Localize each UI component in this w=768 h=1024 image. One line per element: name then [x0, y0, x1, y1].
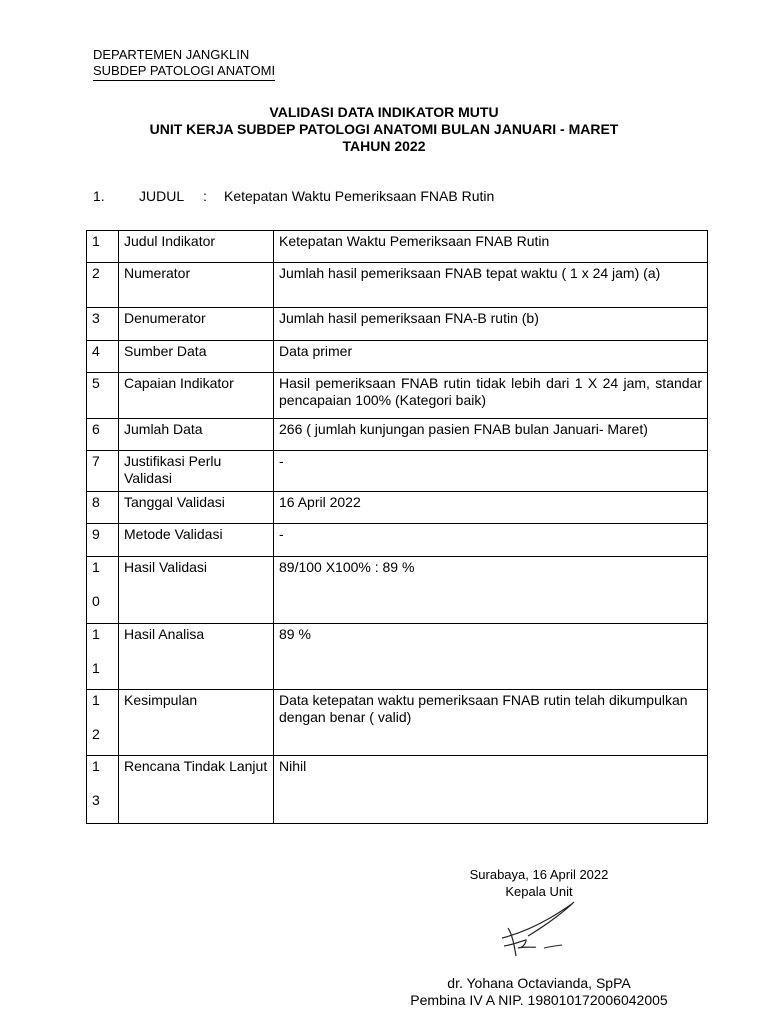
- signature-block: [380, 866, 698, 900]
- row-number-part: 1: [92, 660, 100, 676]
- row-number: 8: [87, 492, 119, 524]
- table-row: [87, 451, 708, 492]
- row-number: 9: [87, 524, 119, 557]
- row-number: 1: [87, 231, 119, 263]
- row-label: Jumlah Data: [119, 419, 274, 451]
- row-label: Numerator: [119, 263, 274, 308]
- title-line-1: VALIDASI DATA INDIKATOR MUTU: [269, 104, 499, 120]
- row-value: Hasil pemeriksaan FNAB rutin tidak lebih dari 1 X 24 jam, standar pencapaian 100% (Kategori baik): [274, 373, 708, 419]
- row-label: Rencana Tindak Lanjut: [119, 756, 274, 824]
- department-name: DEPARTEMEN JANGKLIN: [93, 47, 250, 62]
- row-number: 2: [87, 263, 119, 308]
- table-row: [87, 373, 708, 419]
- row-value: Ketepatan Waktu Pemeriksaan FNAB Rutin: [274, 231, 708, 263]
- row-number-part: 1: [92, 692, 100, 708]
- signatory-nip: Pembina IV A NIP. 198010172006042005: [410, 992, 668, 1008]
- table-row: [87, 624, 708, 690]
- row-value: -: [274, 451, 708, 492]
- signatory-block: [360, 975, 718, 1009]
- row-label: Sumber Data: [119, 341, 274, 373]
- row-label: Kesimpulan: [119, 690, 274, 756]
- row-number: 7: [87, 451, 119, 492]
- row-label: Judul Indikator: [119, 231, 274, 263]
- indicator-table: [86, 230, 708, 824]
- row-value: Nihil: [274, 756, 708, 824]
- table-row: [87, 341, 708, 373]
- row-value: 16 April 2022: [274, 492, 708, 524]
- table-row: [87, 419, 708, 451]
- row-label: Hasil Analisa: [119, 624, 274, 690]
- row-value: Jumlah hasil pemeriksaan FNAB tepat waktu ( 1 x 24 jam) (a): [274, 263, 708, 308]
- row-value: 89/100 X100% : 89 %: [274, 557, 708, 624]
- row-number: 3: [87, 308, 119, 341]
- row-label: Tanggal Validasi: [119, 492, 274, 524]
- row-number: [87, 756, 119, 824]
- signature-place-date: Surabaya, 16 April 2022: [469, 867, 609, 882]
- table-row: [87, 308, 708, 341]
- judul-text: Ketepatan Waktu Pemeriksaan FNAB Rutin: [224, 188, 495, 204]
- row-number: [87, 690, 119, 756]
- row-value: Data ketepatan waktu pemeriksaan FNAB rutin telah dikumpulkan dengan benar ( valid): [274, 690, 708, 756]
- row-value: 266 ( jumlah kunjungan pasien FNAB bulan Januari- Maret): [274, 419, 708, 451]
- department-header: [93, 47, 275, 81]
- row-number-part: 3: [92, 792, 100, 808]
- signature-role: Kepala Unit: [505, 884, 573, 899]
- table-row: [87, 690, 708, 756]
- row-number: [87, 624, 119, 690]
- row-value: Data primer: [274, 341, 708, 373]
- title-line-2: UNIT KERJA SUBDEP PATOLOGI ANATOMI BULAN JANUARI - MARET: [149, 121, 619, 137]
- row-number: 6: [87, 419, 119, 451]
- row-number: 5: [87, 373, 119, 419]
- row-label: Justifikasi Perlu Validasi: [119, 451, 274, 492]
- row-value: 89 %: [274, 624, 708, 690]
- row-value: -: [274, 524, 708, 557]
- row-label: Hasil Validasi: [119, 557, 274, 624]
- row-number-part: 1: [92, 626, 100, 642]
- table-row: [87, 524, 708, 557]
- row-number: 4: [87, 341, 119, 373]
- table-row: [87, 756, 708, 824]
- row-number: [87, 557, 119, 624]
- title-line-3: TAHUN 2022: [342, 138, 426, 154]
- row-number-part: 0: [92, 593, 100, 609]
- judul-line: [93, 188, 494, 205]
- judul-colon: :: [203, 188, 207, 204]
- handwritten-signature: [496, 900, 576, 960]
- subdepartment-name: SUBDEP PATOLOGI ANATOMI: [93, 63, 275, 81]
- table-row: [87, 231, 708, 263]
- table-row: [87, 263, 708, 308]
- row-label: Metode Validasi: [119, 524, 274, 557]
- row-value: Jumlah hasil pemeriksaan FNA-B rutin (b): [274, 308, 708, 341]
- signatory-name: dr. Yohana Octavianda, SpPA: [447, 975, 631, 991]
- row-label: Denumerator: [119, 308, 274, 341]
- judul-number: 1.: [93, 188, 105, 204]
- document-title: [0, 104, 768, 155]
- row-number-part: 1: [92, 559, 100, 575]
- row-number-part: 1: [92, 758, 100, 774]
- table-row: [87, 492, 708, 524]
- table-row: [87, 557, 708, 624]
- judul-label: JUDUL: [139, 188, 185, 204]
- row-number-part: 2: [92, 726, 100, 742]
- row-label: Capaian Indikator: [119, 373, 274, 419]
